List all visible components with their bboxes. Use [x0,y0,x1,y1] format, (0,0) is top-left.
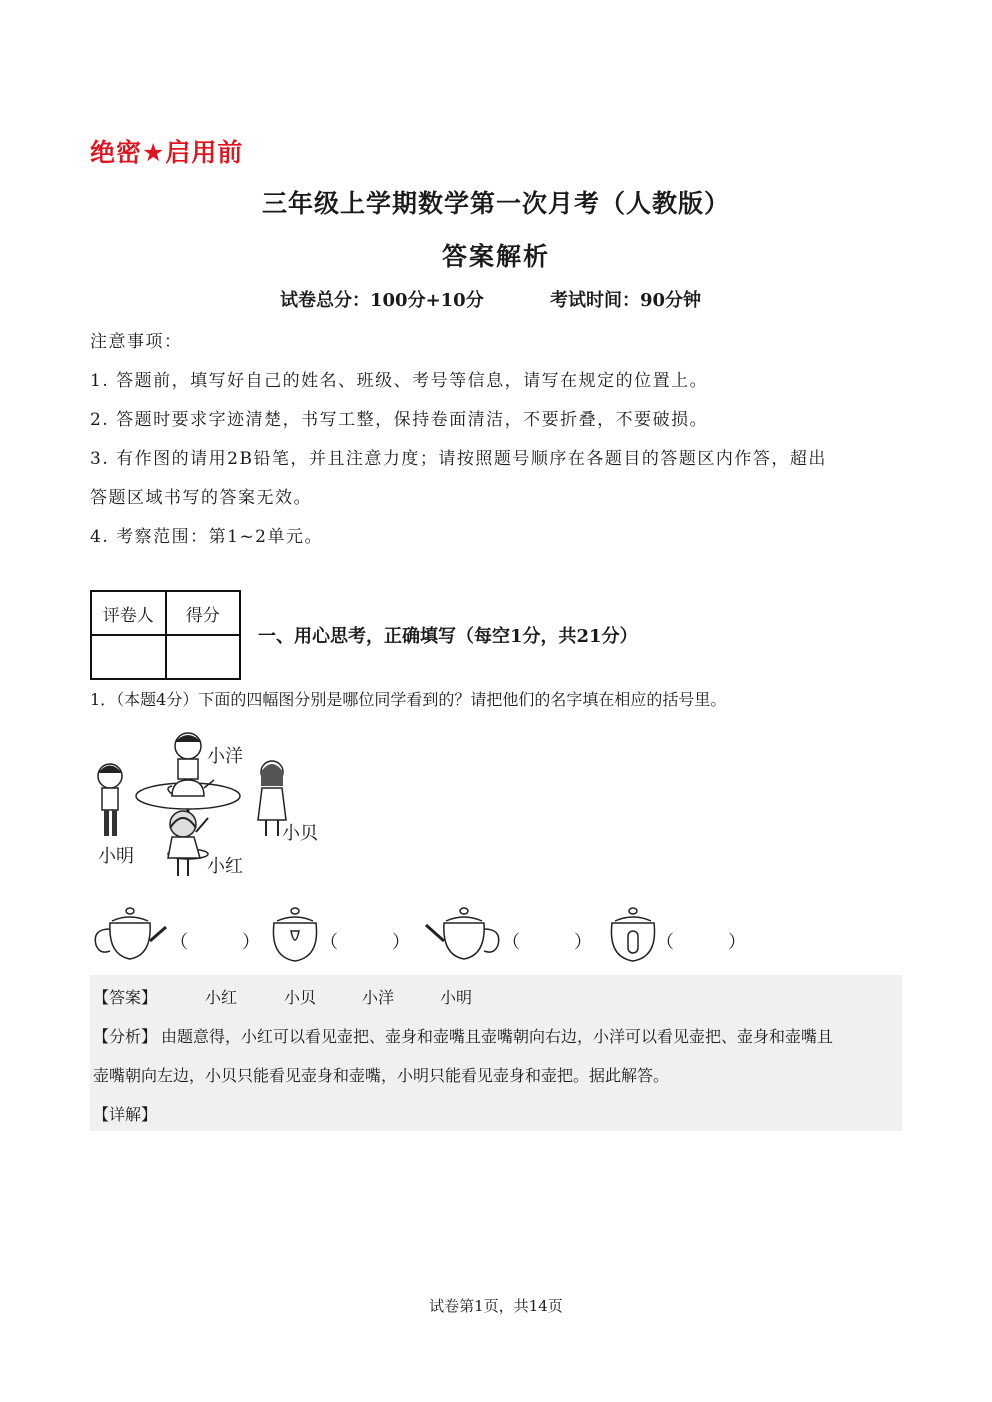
notice-item: 答题区域书写的答案无效。 [90,488,312,508]
grader-cell[interactable] [91,635,166,679]
analysis-label: 【分析】 [93,1027,158,1046]
notice-item: 1. 答题前，填写好自己的姓名、班级、考号等信息，请写在规定的位置上。 [90,371,709,391]
question-text: 1．（本题4分）下面的四幅图分别是哪位同学看到的？请把他们的名字填在相应的括号里。 [90,690,727,709]
exam-title: 三年级上学期数学第一次月考（人教版） [261,189,730,218]
score-table [90,590,241,680]
score-header: 得分 [166,591,241,635]
answer-value: 小贝 [284,988,317,1007]
teapot-view-spout-right-icon [90,905,170,965]
name-xiaoming: 小明 [98,846,134,867]
teapot-view-front-spout-icon [262,905,328,965]
analysis-text-line1: 由题意得，小红可以看见壶把、壶身和壶嘴且壶嘴朝向右边，小洋可以看见壶把、壶身和壶嘴且 [161,1027,834,1046]
name-xiaobei: 小贝 [282,823,318,844]
answer-bracket[interactable]: （ ） [656,932,746,953]
answer-bracket[interactable]: （ ） [320,932,410,953]
score-cell[interactable] [166,635,241,679]
notice-item: 4. 考察范围：第1~2单元。 [90,527,323,547]
teapot-view-spout-left-icon [420,905,504,965]
answer-value: 小洋 [362,988,395,1007]
name-xiaoyang: 小洋 [207,746,243,767]
name-xiaohong: 小红 [207,856,243,877]
grader-header: 评卷人 [91,591,166,635]
total-score: 试卷总分：100分+10分 [280,290,484,311]
detail-label: 【详解】 [93,1105,158,1124]
page-footer: 试卷第1页，共14页 [429,1297,563,1315]
notice-item: 3. 有作图的请用2B铅笔，并且注意力度；请按照题号顺序在各题目的答题区内作答，超出 [90,449,827,469]
exam-time: 考试时间：90分钟 [550,290,702,311]
exam-subtitle: 答案解析 [441,242,550,271]
section-title: 一、用心思考，正确填写（每空1分，共21分） [258,626,638,647]
answer-value: 小红 [205,988,238,1007]
answer-label: 【答案】 [93,988,158,1007]
answer-value: 小明 [440,988,473,1007]
notice-item: 2. 答题时要求字迹清楚，书写工整，保持卷面清洁，不要折叠，不要破损。 [90,410,709,430]
confidential-label: 绝密★启用前 [90,138,244,167]
answer-bracket[interactable]: （ ） [502,932,592,953]
answer-bracket[interactable]: （ ） [170,932,260,953]
notice-heading: 注意事项： [90,332,183,352]
analysis-text-line2: 壶嘴朝向左边，小贝只能看见壶身和壶嘴，小明只能看见壶身和壶把。据此解答。 [93,1066,670,1085]
